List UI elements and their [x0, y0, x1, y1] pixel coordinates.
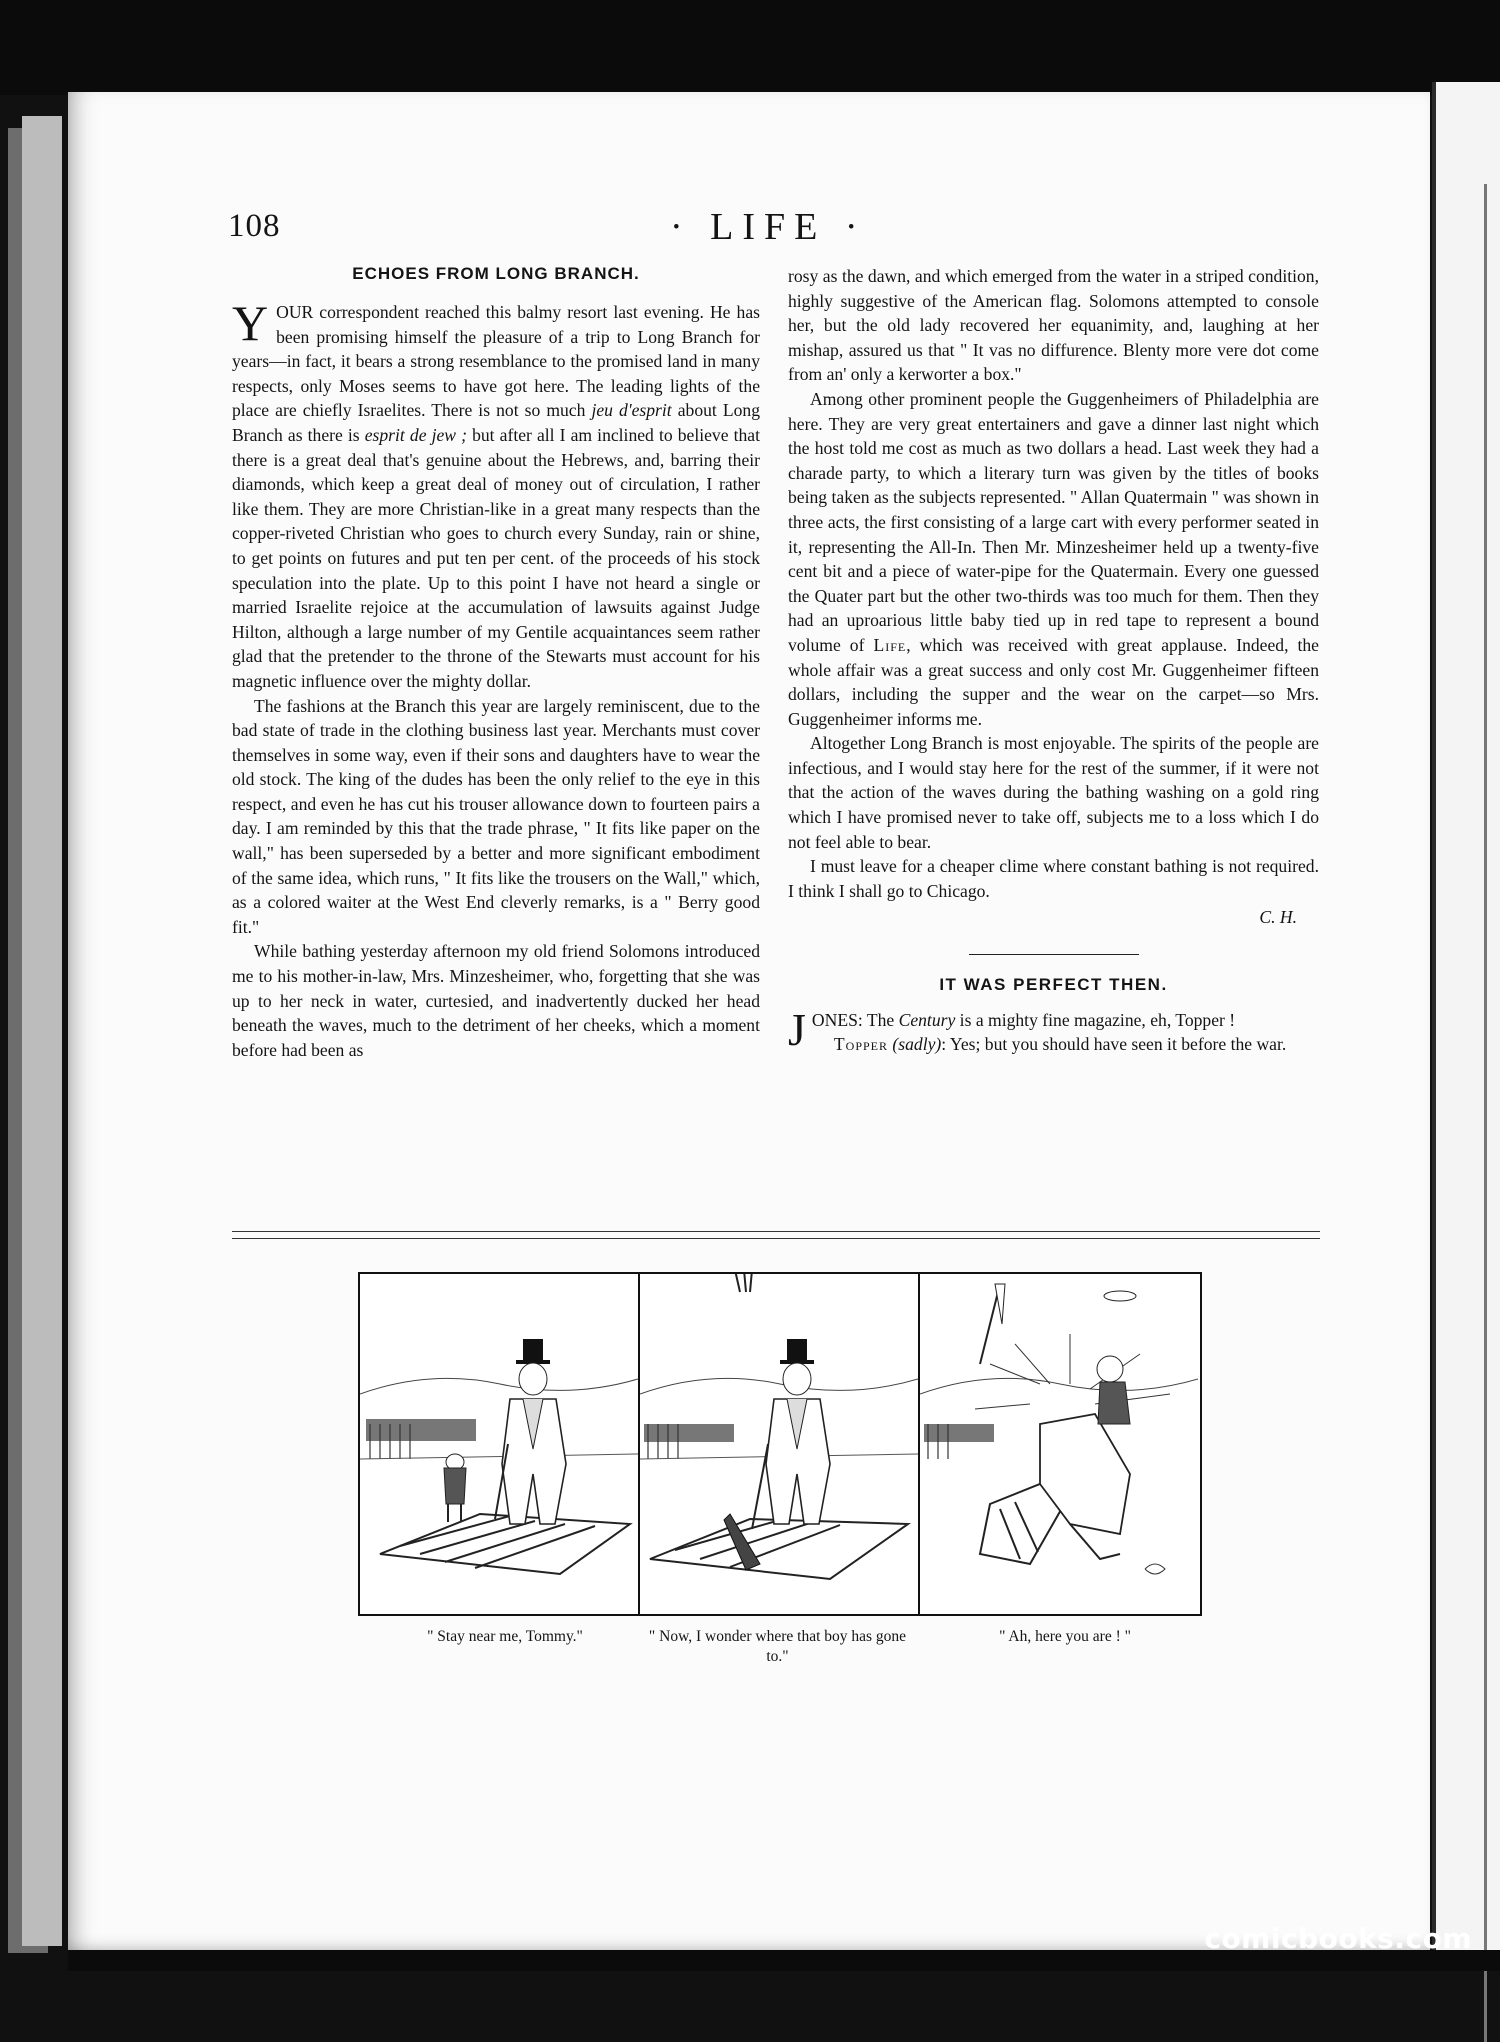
italic-phrase: Century — [898, 1009, 956, 1030]
page-number: 108 — [228, 208, 281, 244]
paragraph-text: , which was received with great applause. Indeed, the whole affair was a great success and only cost Mr. Guggenheimer fifteen dollars, including the supper and the wear on the carpet—so Mrs. Guggenheimer informs me. — [788, 634, 1319, 729]
dialogue-text: is a mighty fine magazine, eh, Topper ! — [955, 1009, 1236, 1030]
panel-illustration-man-alone — [640, 1274, 918, 1614]
article-paragraph — [788, 387, 1319, 731]
paragraph-text: OUR correspondent reached this balmy resort last evening. He has been promising himself the pleasure of a trip to Long Branch for years—in fact, it bears a strong resemblance to the promised land in many respects, only Moses seems to have got here. The leading lights of the place are chiefly Israelites. There is not so much — [232, 302, 760, 421]
dialogue-line — [788, 1032, 1319, 1057]
article-column-right — [788, 264, 1319, 1057]
article-paragraph — [232, 295, 760, 694]
article-paragraph-continued: rosy as the dawn, and which emerged from the water in a striped condition, highly suggestive of the American flag. Solomons attempted to console her, but the old lady recovered her equanimity, and, laughing at her mishap, assured us that " It vas no diffurence. Blenty more vere dot come from an' only a kerworter a box." — [788, 266, 1319, 385]
article-paragraph: I must leave for a cheaper clime where constant bathing is not required. I think I shall go to Chicago. — [788, 856, 1319, 901]
article-title-perfect: IT WAS PERFECT THEN. — [939, 975, 1168, 995]
italic-phrase: (sadly) — [892, 1034, 942, 1055]
article-paragraph: While bathing yesterday afternoon my old friend Solomons introduced me to his mother-in-law, Mrs. Minzesheimer, who, forgetting that she was up to her neck in water, curtesied, and inadvertently ducked her head beneath the waves, much to the detriment of her cheeks, which a moment before had been as — [232, 941, 760, 1060]
speaker-name: Topper — [833, 1034, 889, 1055]
scan-background-top — [0, 0, 1500, 95]
comic-caption-2: " Now, I wonder where that boy has gone to." — [648, 1628, 907, 1665]
site-watermark: comicbooks.com — [1204, 1922, 1472, 1955]
article-title-echoes: ECHOES FROM LONG BRANCH. — [352, 264, 640, 283]
paragraph-text: about Long Branch as there is — [232, 400, 760, 445]
comic-caption-3: " Ah, here you are ! " — [999, 1628, 1131, 1645]
comic-panel-2 — [640, 1274, 920, 1614]
comic-caption-1: " Stay near me, Tommy." — [427, 1628, 583, 1645]
panel-illustration-man-and-boy — [360, 1274, 638, 1614]
article-column-left — [232, 295, 760, 1062]
life-smallcaps: Life — [873, 634, 907, 655]
double-rule — [232, 1231, 1320, 1239]
italic-phrase: esprit de jew ; — [364, 424, 467, 445]
comic-panel-1 — [360, 1274, 640, 1614]
drop-cap: Y — [232, 295, 269, 351]
section-divider — [969, 954, 1139, 955]
comic-strip — [358, 1272, 1202, 1616]
dialogue-text: : The — [857, 1009, 899, 1030]
paragraph-text: but after all I am inclined to believe that there is a great deal that's genuine about the Hebrews, and, barring their diamonds, which keep a great deal of money out of circulation, I rather like them. They are more Christian-like in a great many respects than the copper-riveted Christian who goes to church every Sunday, rain or shine, to get points on futures and put ten per cent. of the proceeds of his stock speculation into the plate. Up to this point I have not heard a single or married Israelite rejoice at the accumulation of lawsuits against Judge Hilton, although a large number of my Gentile acquaintances seem rather glad that the pretender to the throne of the Stewarts must account for his magnetic influence over the mighty dollar. — [232, 424, 760, 691]
drop-cap: J — [788, 1003, 806, 1055]
italic-phrase: jeu d'esprit — [591, 400, 672, 421]
author-signature: C. H. — [1259, 907, 1297, 928]
gutter-shadow — [1484, 184, 1487, 2042]
paragraph-text: Among other prominent people the Guggenheimers of Philadelphia are here. They are very great entertainers and gave a dinner last night which the host told me cost as much as two dollars a head. Last week they had a charade party, to which a literary turn was given by the titles of books being taken as the subjects represented. " Allan Quatermain " was shown in three acts, the first consisting of a large cart with every performer seated in it, representing the All-In. Then Mr. Minzesheimer held up a twenty-five cent bit and a piece of water-pipe for the Quatermain. Every one guessed the Quater part but the other two-thirds was too much for them. Then they had an uproarious little baby tied up in red tape to represent a bound volume of — [788, 388, 1319, 655]
facing-page-edge — [1432, 82, 1500, 1950]
comic-panel-3 — [920, 1274, 1198, 1614]
speaker-name: ONES — [811, 1009, 858, 1030]
masthead-title: · LIFE · — [670, 206, 867, 248]
panel-illustration-collapse — [920, 1274, 1198, 1614]
dialogue-text: : Yes; but you should have seen it before the war. — [941, 1034, 1287, 1055]
article-paragraph: Altogether Long Branch is most enjoyable. The spirits of the people are infectious, and I would stay here for the rest of the summer, if it were not that the action of the waves during the bathing washing on a gold ring which I have promised never to take off, subjects me to a loss which I do not feel able to bear. — [788, 733, 1319, 852]
page-stack-edge-inner — [22, 116, 62, 1946]
article-paragraph: The fashions at the Branch this year are largely reminiscent, due to the bad state of trade in the clothing business last year. Merchants must cover themselves in some way, even if their sons and daughters have to wear the old stock. The king of the dudes has been the only relief to the eye in this respect, and even he has cut his trouser allowance down to fourteen pairs a day. I am reminded by this that the trade phrase, " It fits like paper on the wall," has been superseded by a better and more significant embodiment of the same idea, which runs, " It fits like the trousers on the Wall," which, as a colored waiter at the West End cleverly remarks, is a " Berry good fit." — [232, 695, 760, 937]
